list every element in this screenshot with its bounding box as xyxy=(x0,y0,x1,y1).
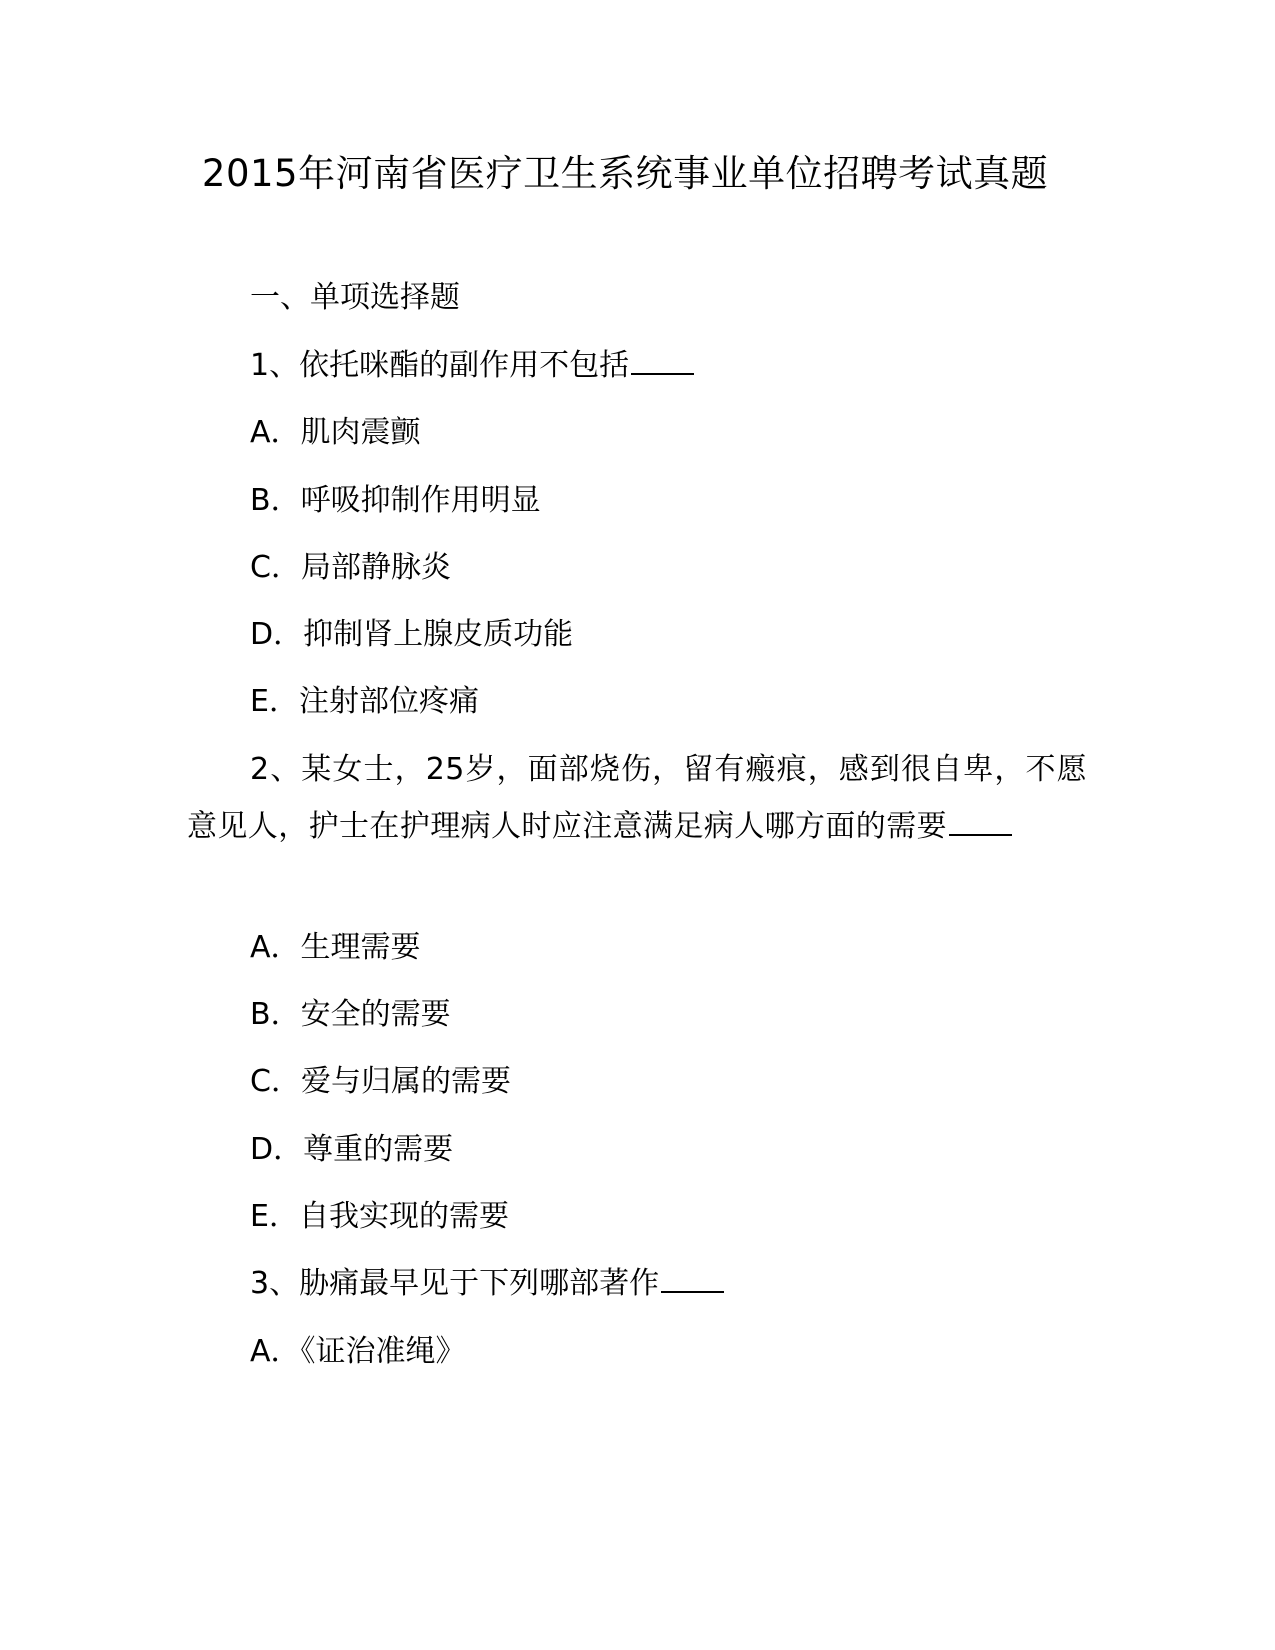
question-1-option-a: A．肌肉震颤 xyxy=(250,415,421,450)
question-1-option-d: D．抑制肾上腺皮质功能 xyxy=(250,617,574,652)
section-heading: 一、单项选择题 xyxy=(250,280,460,315)
question-1-stem xyxy=(250,346,694,386)
question-2-option-c: C．爱与归属的需要 xyxy=(250,1064,511,1099)
answer-blank xyxy=(949,807,1012,836)
question-1-option-c: C．局部静脉炎 xyxy=(250,550,451,585)
answer-blank xyxy=(661,1264,724,1293)
question-2-option-d: D．尊重的需要 xyxy=(250,1132,454,1167)
question-2-option-b: B．安全的需要 xyxy=(250,997,451,1032)
question-2-stem xyxy=(187,741,1087,855)
question-3-stem xyxy=(250,1264,724,1304)
question-3-text: 3、胁痛最早见于下列哪部著作 xyxy=(250,1266,660,1301)
question-2-option-e: E．自我实现的需要 xyxy=(250,1199,509,1234)
question-2-option-a: A．生理需要 xyxy=(250,930,421,965)
question-3-option-a: A．《证治准绳》 xyxy=(250,1334,466,1369)
answer-blank xyxy=(631,346,694,375)
document-title: 2015年河南省医疗卫生系统事业单位招聘考试真题 xyxy=(201,152,1049,195)
question-1-text: 1、依托咪酯的副作用不包括 xyxy=(250,348,630,383)
question-1-option-e: E．注射部位疼痛 xyxy=(250,684,479,719)
question-1-option-b: B．呼吸抑制作用明显 xyxy=(250,483,541,518)
question-2-text: 2、某女士，25岁，面部烧伤，留有瘢痕，感到很自卑，不愿意见人，护士在护理病人时应注意满足病人哪方面的需要 xyxy=(187,752,1087,844)
